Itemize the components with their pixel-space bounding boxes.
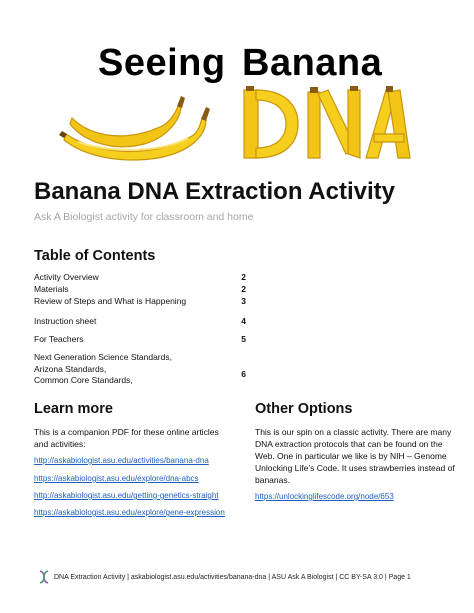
page-footer: DNA Extraction Activity | askabiologist.asu.edu/activities/banana-dna | ASU Ask A Biologist | CC BY-SA 3.0 | Page 1	[54, 574, 411, 581]
toc-item-page: 4	[241, 316, 246, 326]
page-title: Banana DNA Extraction Activity	[34, 178, 395, 205]
toc-item-page: 2	[241, 272, 246, 282]
toc-item-label-line: Arizona Standards,	[34, 363, 107, 374]
toc-item-label-line: Next Generation Science Standards,	[34, 352, 172, 362]
toc-item-page: 6	[241, 369, 246, 379]
dna-bananas-lettering	[236, 84, 412, 162]
hero-word-seeing: Seeing	[98, 42, 226, 84]
toc-item[interactable]	[34, 352, 246, 387]
toc-item[interactable]	[34, 334, 246, 346]
toc-heading: Table of Contents	[34, 248, 156, 264]
learn-more-text: This is a companion PDF for these online articles and activities:	[34, 427, 219, 449]
other-options-text: This is our spin on a classic activity. There are many DNA extraction protocols that can be found on the Web. One in particular we like is by NIH – Genome Unlocking Life’s Code. It uses strawberries instead of bananas.	[255, 427, 455, 485]
link-unlocking-lifes-code[interactable]: https://unlockinglifescode.org/node/653	[255, 492, 394, 501]
link-gene-expression[interactable]: https://askabiologist.asu.edu/explore/gene-expression	[34, 508, 225, 517]
bananas-illustration	[58, 82, 218, 162]
toc-item-label: Instruction sheet	[34, 316, 97, 326]
toc-item[interactable]	[34, 316, 246, 328]
link-banana-dna[interactable]: http://askabiologist.asu.edu/activities/banana-dna	[34, 456, 209, 465]
link-dna-abcs[interactable]: https://askabiologist.asu.edu/explore/dna-abcs	[34, 474, 199, 483]
learn-more-heading: Learn more	[34, 401, 113, 417]
toc-item-label: Review of Steps and What is Happening	[34, 296, 187, 306]
toc-item-label-line: Common Core Standards,	[34, 375, 133, 385]
toc-item[interactable]	[34, 272, 246, 284]
toc-item-label: Activity Overview	[34, 272, 99, 282]
hero-word-banana: Banana	[242, 42, 383, 84]
dna-helix-icon	[38, 570, 50, 584]
toc-item-label: Materials	[34, 284, 69, 294]
toc-item[interactable]	[34, 296, 246, 308]
toc-item-page: 2	[241, 284, 246, 294]
toc-item[interactable]	[34, 284, 246, 296]
link-getting-genetics-straight[interactable]: http://askabiologist.asu.edu/getting-genetics-straight	[34, 491, 219, 500]
toc-item-page: 3	[241, 296, 246, 306]
page-subtitle: Ask A Biologist activity for classroom and home	[34, 211, 254, 223]
other-options-heading: Other Options	[255, 401, 353, 417]
toc-item-page: 5	[241, 334, 246, 344]
toc-item-label: For Teachers	[34, 334, 84, 344]
